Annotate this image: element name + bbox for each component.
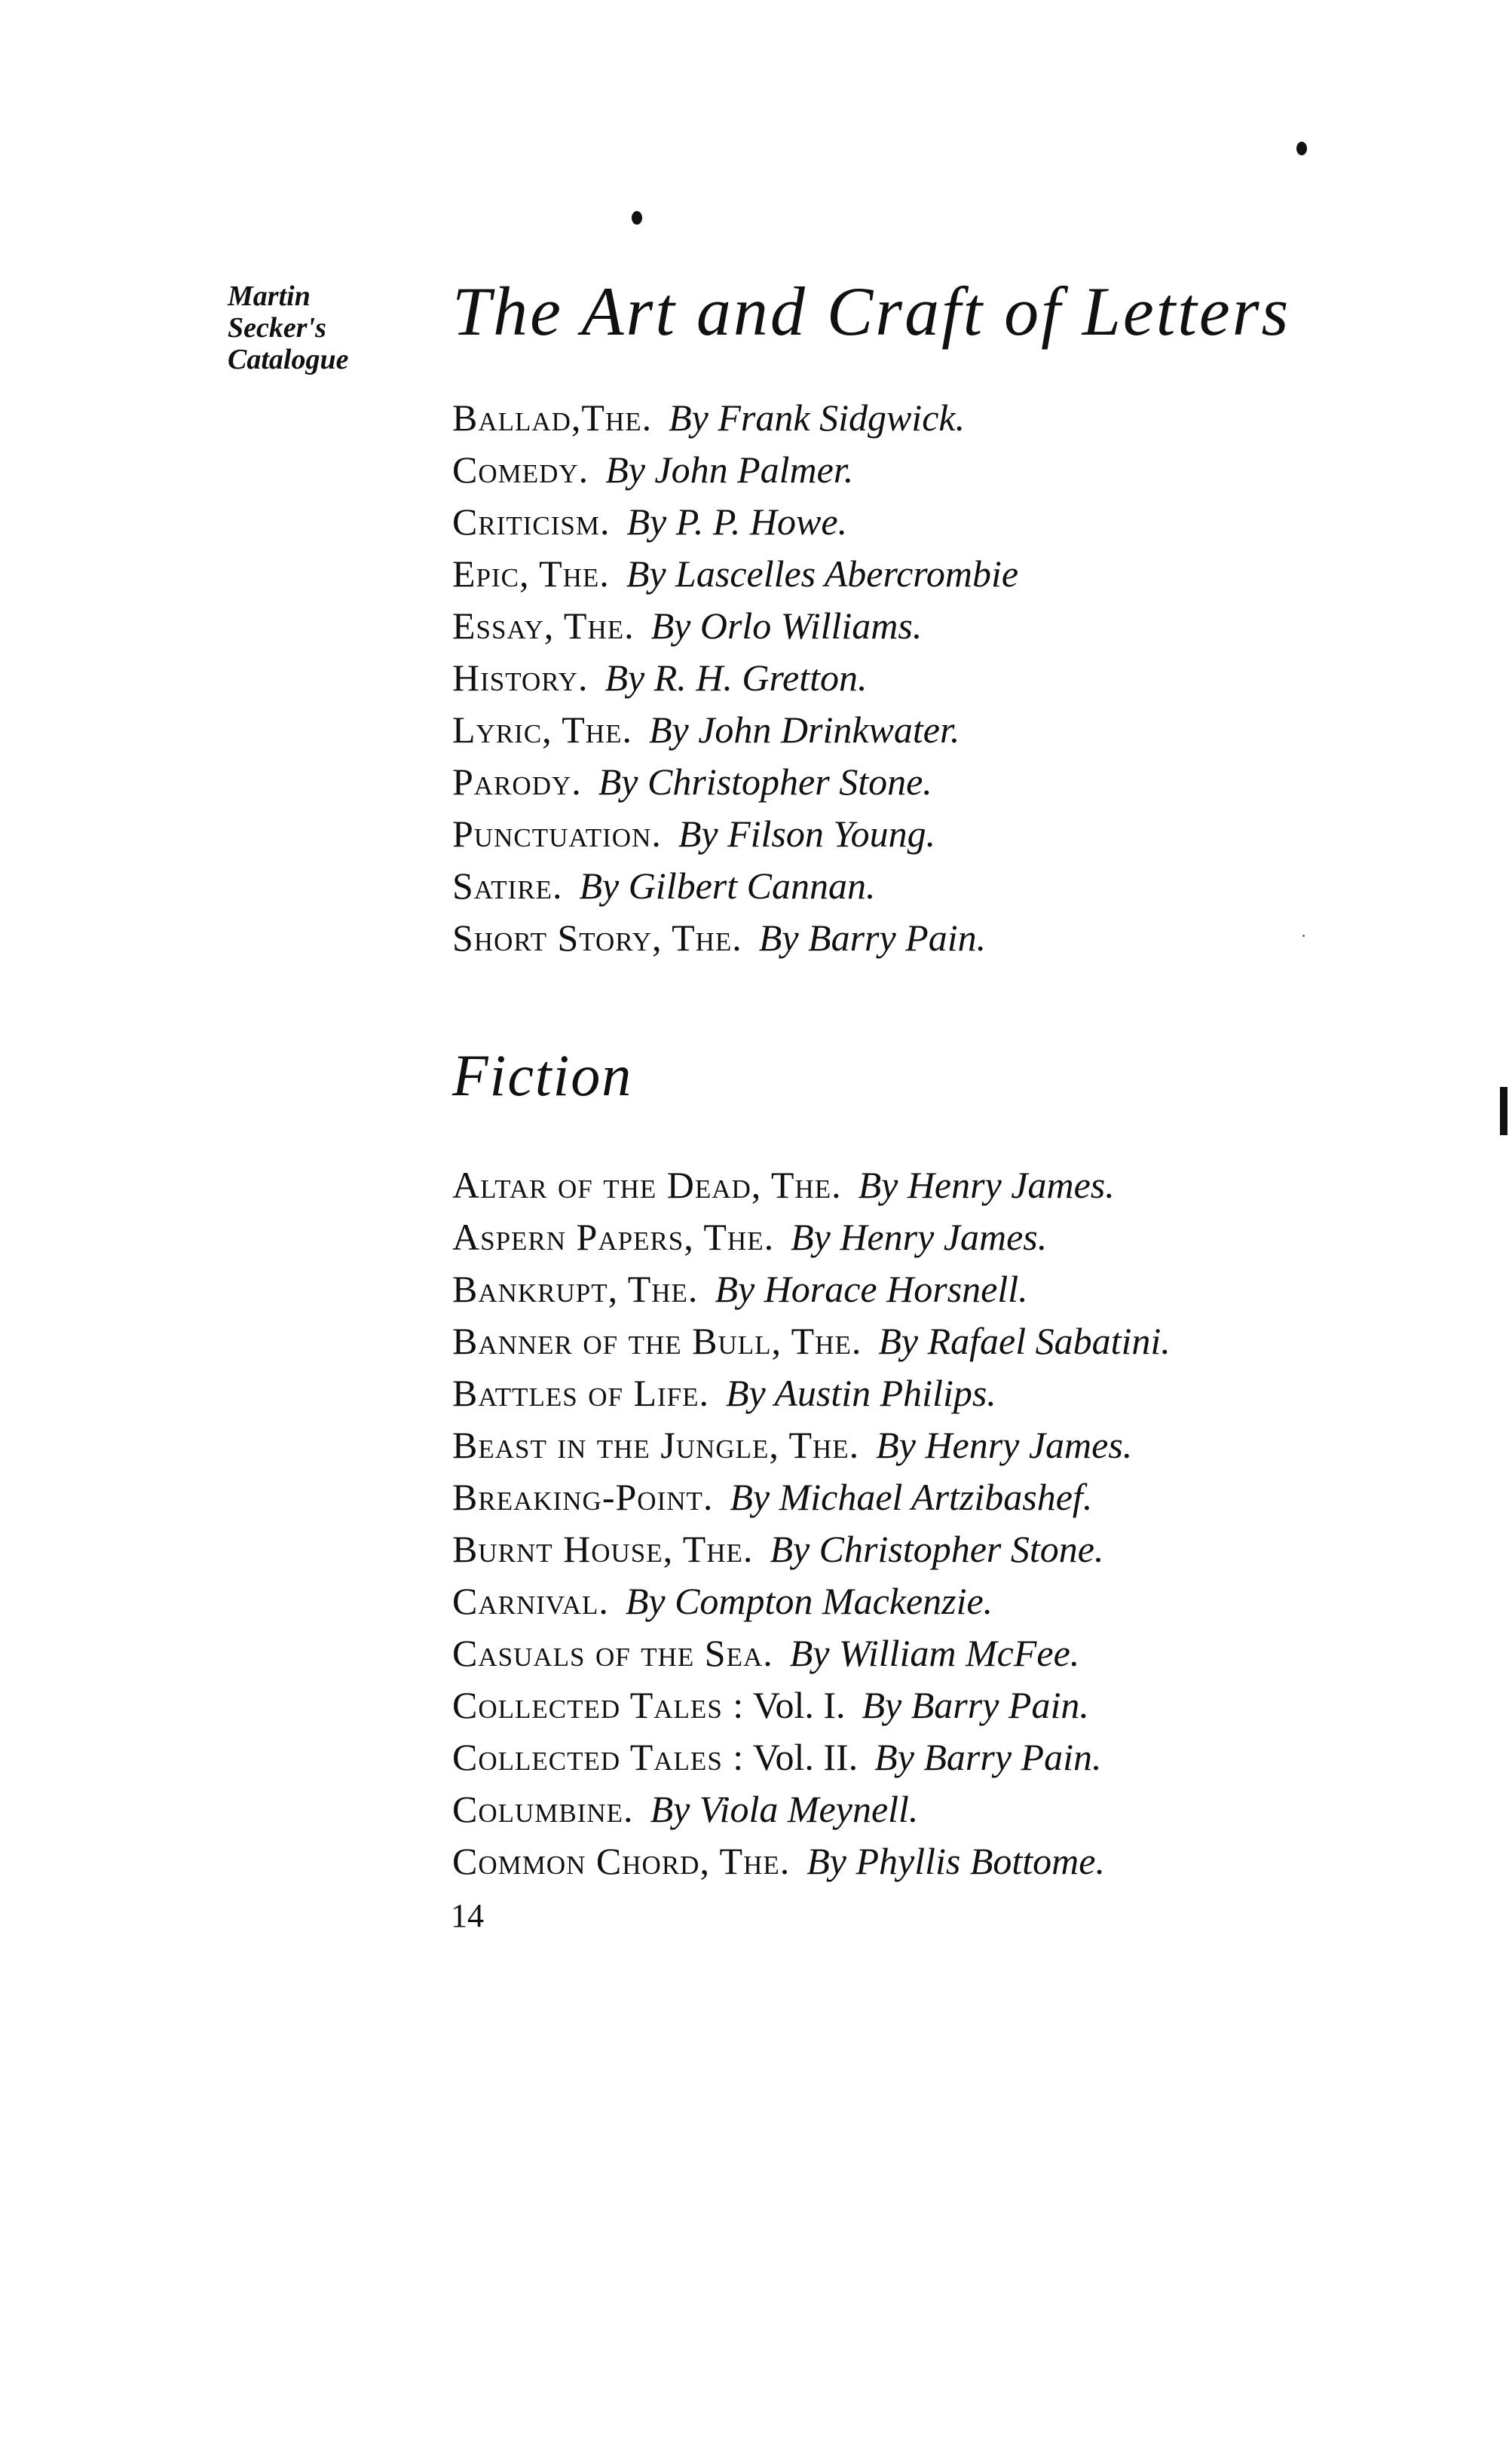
entry-author: By Horace Horsnell. bbox=[715, 1268, 1028, 1310]
entry-list-fiction bbox=[452, 1159, 1171, 1887]
entry-author: By Henry James. bbox=[876, 1424, 1133, 1466]
entry-author: By Christopher Stone. bbox=[770, 1528, 1104, 1570]
list-item bbox=[452, 444, 1018, 496]
entry-author: By Barry Pain. bbox=[862, 1684, 1089, 1726]
entry-author: By Gilbert Cannan. bbox=[579, 865, 876, 907]
list-item bbox=[452, 1419, 1171, 1471]
list-item bbox=[452, 1159, 1171, 1211]
side-note-line: Secker's bbox=[228, 312, 326, 344]
entry-author: By John Palmer. bbox=[605, 448, 854, 491]
entry-title: Carnival. bbox=[452, 1580, 609, 1622]
list-item bbox=[452, 1731, 1171, 1783]
list-item bbox=[452, 1211, 1171, 1263]
page-number: 14 bbox=[451, 1897, 484, 1934]
entry-title: Criticism. bbox=[452, 501, 611, 543]
entry-title: Collected Tales : bbox=[452, 1736, 745, 1778]
entry-title: Battles of Life. bbox=[452, 1372, 710, 1414]
section-heading-fiction: Fiction bbox=[452, 1042, 633, 1108]
list-item bbox=[452, 496, 1018, 548]
entry-list-art-and-craft bbox=[452, 392, 1018, 964]
list-item bbox=[452, 1523, 1171, 1575]
list-item bbox=[452, 1835, 1171, 1887]
list-item bbox=[452, 912, 1018, 964]
list-item bbox=[452, 392, 1018, 444]
entry-title: Casuals of the Sea. bbox=[452, 1632, 773, 1674]
entry-author: By Filson Young. bbox=[678, 813, 936, 855]
entry-title: Altar of the Dead, The. bbox=[452, 1164, 842, 1206]
ink-dot-mark bbox=[632, 211, 642, 225]
list-item bbox=[452, 704, 1018, 756]
list-item bbox=[452, 1263, 1171, 1315]
entry-title: Essay, The. bbox=[452, 605, 635, 647]
entry-title: Aspern Papers, The. bbox=[452, 1216, 775, 1258]
entry-author: By Phyllis Bottome. bbox=[807, 1840, 1105, 1882]
entry-title: Collected Tales : bbox=[452, 1684, 745, 1726]
entry-volume: Vol. II. bbox=[752, 1736, 859, 1778]
entry-author: By Compton Mackenzie. bbox=[625, 1580, 993, 1622]
entry-title: Satire. bbox=[452, 865, 563, 907]
list-item bbox=[452, 756, 1018, 808]
entry-title: Punctuation. bbox=[452, 813, 662, 855]
entry-author: By John Drinkwater. bbox=[648, 709, 960, 751]
entry-title: Bankrupt, The. bbox=[452, 1268, 699, 1310]
entry-author: By P. P. Howe. bbox=[626, 501, 848, 543]
entry-title: Epic, The. bbox=[452, 553, 610, 595]
list-item bbox=[452, 1679, 1171, 1731]
list-item bbox=[452, 1367, 1171, 1419]
entry-title: Common Chord, The. bbox=[452, 1840, 791, 1882]
entry-title: Short Story, The. bbox=[452, 917, 742, 959]
entry-author: By Viola Meynell. bbox=[650, 1788, 919, 1830]
entry-volume: Vol. I. bbox=[752, 1684, 846, 1726]
list-item bbox=[452, 600, 1018, 652]
list-item bbox=[452, 808, 1018, 860]
list-item bbox=[452, 1575, 1171, 1627]
entry-author: By Barry Pain. bbox=[758, 917, 987, 959]
entry-author: By Austin Philips. bbox=[726, 1372, 996, 1414]
entry-author: By Orlo Williams. bbox=[650, 605, 923, 647]
side-note bbox=[228, 280, 348, 375]
entry-title: Beast in the Jungle, The. bbox=[452, 1424, 860, 1466]
section-heading-art-and-craft: The Art and Craft of Letters bbox=[452, 273, 1291, 350]
entry-title: Comedy. bbox=[452, 448, 589, 491]
entry-author: By Henry James. bbox=[858, 1164, 1115, 1206]
entry-title: Lyric, The. bbox=[452, 709, 632, 751]
entry-title: Parody. bbox=[452, 761, 582, 803]
entry-title: Columbine. bbox=[452, 1788, 634, 1830]
entry-title: History. bbox=[452, 657, 589, 699]
entry-author: By R. H. Gretton. bbox=[604, 657, 868, 699]
list-item bbox=[452, 1471, 1171, 1523]
entry-author: By Barry Pain. bbox=[874, 1736, 1102, 1778]
entry-author: By Michael Artzibashef. bbox=[730, 1476, 1093, 1518]
entry-title: Burnt House, The. bbox=[452, 1528, 754, 1570]
entry-author: By Christopher Stone. bbox=[598, 761, 932, 803]
list-item bbox=[452, 1783, 1171, 1835]
entry-author: By Rafael Sabatini. bbox=[878, 1320, 1171, 1362]
side-note-line: Martin bbox=[228, 280, 311, 312]
entry-author: By Frank Sidgwick. bbox=[669, 396, 966, 439]
ink-bar-mark bbox=[1500, 1087, 1507, 1135]
list-item bbox=[452, 1627, 1171, 1679]
side-note-line: Catalogue bbox=[228, 344, 349, 375]
entry-author: By Lascelles Abercrombie bbox=[626, 553, 1019, 595]
list-item bbox=[452, 860, 1018, 912]
entry-author: By Henry James. bbox=[791, 1216, 1048, 1258]
entry-title: Banner of the Bull, The. bbox=[452, 1320, 862, 1362]
list-item bbox=[452, 548, 1018, 600]
entry-title: Ballad,The. bbox=[452, 396, 653, 439]
entry-title: Breaking-Point. bbox=[452, 1476, 714, 1518]
ink-dot-mark bbox=[1296, 142, 1307, 155]
list-item bbox=[452, 1315, 1171, 1367]
entry-author: By William McFee. bbox=[789, 1632, 1080, 1674]
list-item bbox=[452, 652, 1018, 704]
ink-speck-mark bbox=[1302, 935, 1305, 937]
